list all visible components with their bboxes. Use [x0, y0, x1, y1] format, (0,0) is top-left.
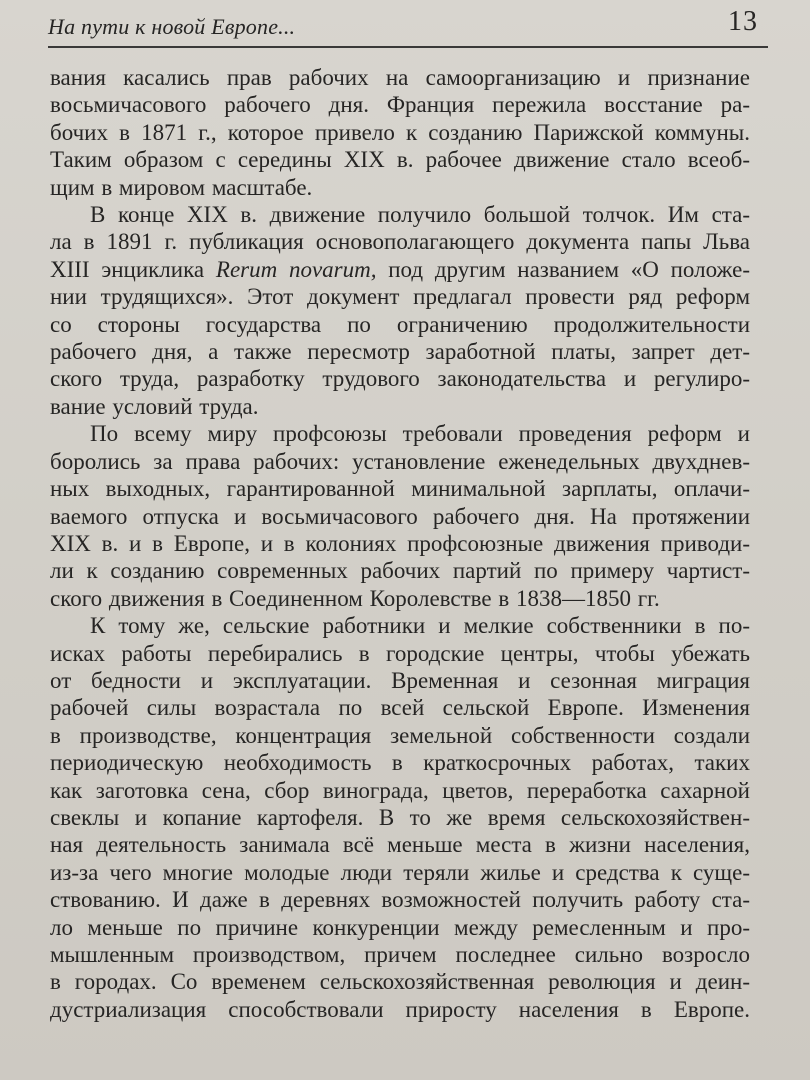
text-line: ли к созданию современных рабочих партий по примеру чартист- [50, 558, 750, 584]
text-line: Таким образом с середины XIX в. рабочее движение стало всеоб- [50, 147, 750, 173]
header-rule [48, 46, 768, 48]
text-line: мышленным производством, причем последнее сильно возросло [50, 942, 750, 967]
running-head [0, 0, 810, 50]
text-line: как заготовка сена, сбор винограда, цветов, переработка сахарной [50, 777, 750, 803]
text-line-with-italic [50, 256, 750, 283]
text-line: периодическую необходимость в краткосрочных работах, таких [50, 750, 750, 776]
text-segment: под другим названием «О положе- [376, 256, 750, 282]
body-text [50, 64, 750, 1023]
text-line: щим в мировом масштабе. [50, 174, 313, 200]
text-line: свеклы и копание картофеля. В то же время сельскохозяйствен- [50, 804, 750, 830]
paragraph-1 [50, 64, 750, 201]
running-title: На пути к новой Европе... [48, 14, 296, 39]
text-line: вание условий труда. [50, 393, 259, 419]
text-line: из-за чего многие молодые люди теряли жилье и средства к суще- [50, 859, 750, 885]
text-segment: XIII энциклика [50, 256, 216, 282]
text-line: со стороны государства по ограничению продолжительности [50, 311, 750, 337]
text-line: ла в 1891 г. публикация основополагающего документа папы Льва [50, 229, 750, 255]
text-line: В конце XIX в. движение получило большой толчок. Им ста- [90, 202, 750, 228]
text-line: ского движения в Соединенном Королевстве в 1838—1850 гг. [50, 585, 660, 611]
paragraph-3 [50, 420, 750, 612]
text-line: рабочей силы возрастала по всей сельской Европе. Изменения [50, 695, 750, 721]
text-line: рабочего дня, а также пересмотр заработной платы, запрет дет- [50, 339, 750, 365]
text-line: от бедности и эксплуатации. Временная и сезонная миграция [50, 667, 750, 693]
text-line: ная деятельность занимала всё меньше места в жизни населения, [50, 832, 750, 858]
text-line: ваемого отпуска и восьмичасового рабочего дня. На протяжении [50, 503, 750, 529]
text-line: ло меньше по причине конкуренции между ремесленным и про- [50, 914, 750, 940]
italic-title: Rerum novarum, [215, 256, 377, 282]
text-line: дустриализация способствовали приросту населения в Европе. [50, 996, 750, 1022]
paragraph-4 [50, 612, 750, 1023]
text-line: По всему миру профсоюзы требовали проведения реформ и [90, 421, 750, 447]
text-line: исках работы перебирались в городские центры, чтобы убежать [50, 640, 750, 666]
text-line: бочих в 1871 г., которое привело к созданию Парижской коммуны. [50, 119, 750, 145]
text-line: К тому же, сельские работники и мелкие собственники в по- [90, 613, 750, 639]
text-line: вания касались прав рабочих на самоорганизацию и признание [50, 65, 750, 90]
text-line: ных выходных, гарантированной минимальной зарплаты, оплачи- [50, 476, 750, 502]
text-line: ствованию. И даже в деревнях возможностей получить работу ста- [50, 887, 750, 913]
page-number: 13 [728, 6, 758, 37]
text-line: XIX в. и в Европе, и в колониях профсоюзные движения приводи- [50, 530, 750, 556]
text-line: в городах. Со временем сельскохозяйственная революция и деин- [50, 969, 750, 995]
paragraph-2 [50, 201, 750, 420]
text-line: ского труда, разработку трудового законодательства и регулиро- [50, 366, 750, 392]
text-line: боролись за права рабочих: установление еженедельных двухднев- [50, 448, 750, 474]
text-line: в производстве, концентрация земельной собственности создали [50, 722, 750, 748]
text-line: нии трудящихся». Этот документ предлагал провести ряд реформ [50, 284, 750, 310]
text-line: восьмичасового рабочего дня. Франция пережила восстание ра- [50, 92, 750, 118]
